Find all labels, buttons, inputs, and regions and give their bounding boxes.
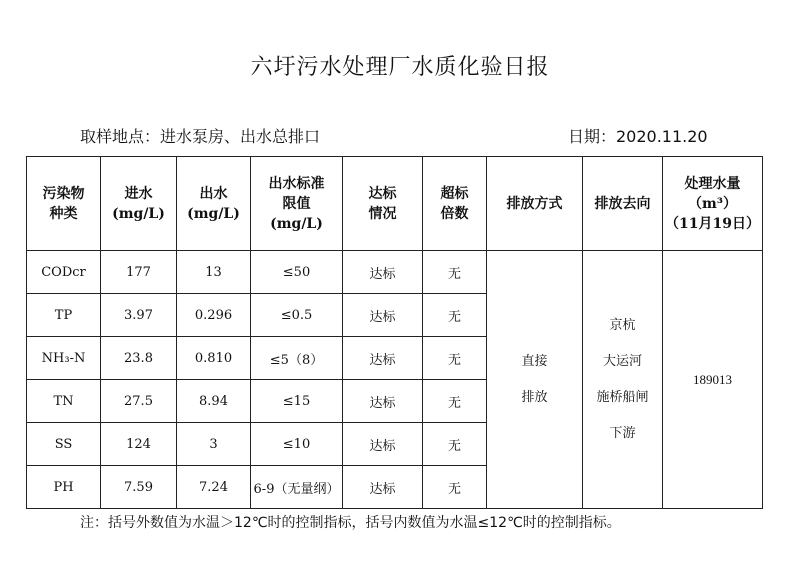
table-row bbox=[27, 251, 763, 294]
compliance-cell: 达标 bbox=[343, 423, 423, 466]
influent-cell: 27.5 bbox=[101, 380, 177, 423]
limit-cell: ≤10 bbox=[251, 423, 343, 466]
header-row bbox=[27, 157, 763, 251]
compliance-cell: 达标 bbox=[343, 294, 423, 337]
header-effluent: 出水 (mg/L) bbox=[177, 157, 251, 251]
pollutant-cell: SS bbox=[27, 423, 101, 466]
water-quality-table bbox=[26, 156, 763, 509]
header-limit: 出水标准 限值 (mg/L) bbox=[251, 157, 343, 251]
compliance-cell: 达标 bbox=[343, 251, 423, 294]
influent-cell: 7.59 bbox=[101, 466, 177, 509]
pollutant-cell: NH₃-N bbox=[27, 337, 101, 380]
header-influent: 进水 (mg/L) bbox=[101, 157, 177, 251]
influent-cell: 124 bbox=[101, 423, 177, 466]
header-volume: 处理水量 （m³） （11月19日） bbox=[663, 157, 763, 251]
pollutant-cell: CODcr bbox=[27, 251, 101, 294]
influent-cell: 177 bbox=[101, 251, 177, 294]
header-compliance: 达标 情况 bbox=[343, 157, 423, 251]
treated-volume-cell: 189013 bbox=[663, 251, 763, 509]
sampling-location: 取样地点：进水泵房、出水总排口 bbox=[80, 127, 321, 146]
compliance-cell: 达标 bbox=[343, 466, 423, 509]
report-title: 六圩污水处理厂水质化验日报 bbox=[250, 55, 550, 80]
limit-cell: ≤5（8） bbox=[251, 337, 343, 380]
influent-cell: 3.97 bbox=[101, 294, 177, 337]
exceed-cell: 无 bbox=[423, 466, 487, 509]
header-pollutant: 污染物 种类 bbox=[27, 157, 101, 251]
limit-cell: ≤50 bbox=[251, 251, 343, 294]
compliance-cell: 达标 bbox=[343, 337, 423, 380]
effluent-cell: 7.24 bbox=[177, 466, 251, 509]
limit-cell: ≤15 bbox=[251, 380, 343, 423]
discharge-destination-cell: 京杭 大运河 施桥船闸 下游 bbox=[583, 251, 663, 509]
effluent-cell: 13 bbox=[177, 251, 251, 294]
effluent-cell: 0.810 bbox=[177, 337, 251, 380]
exceed-cell: 无 bbox=[423, 251, 487, 294]
exceed-cell: 无 bbox=[423, 380, 487, 423]
pollutant-cell: PH bbox=[27, 466, 101, 509]
pollutant-cell: TN bbox=[27, 380, 101, 423]
influent-cell: 23.8 bbox=[101, 337, 177, 380]
discharge-method-cell: 直接 排放 bbox=[487, 251, 583, 509]
report-date: 日期：2020.11.20 bbox=[568, 127, 708, 146]
header-discharge-method: 排放方式 bbox=[487, 157, 583, 251]
exceed-cell: 无 bbox=[423, 294, 487, 337]
exceed-cell: 无 bbox=[423, 423, 487, 466]
exceed-cell: 无 bbox=[423, 337, 487, 380]
footnote: 注：括号外数值为水温＞12℃时的控制指标，括号内数值为水温≤12℃时的控制指标。 bbox=[80, 515, 621, 531]
effluent-cell: 3 bbox=[177, 423, 251, 466]
pollutant-cell: TP bbox=[27, 294, 101, 337]
limit-cell: 6-9（无量纲） bbox=[251, 466, 343, 509]
compliance-cell: 达标 bbox=[343, 380, 423, 423]
effluent-cell: 8.94 bbox=[177, 380, 251, 423]
header-discharge-destination: 排放去向 bbox=[583, 157, 663, 251]
limit-cell: ≤0.5 bbox=[251, 294, 343, 337]
effluent-cell: 0.296 bbox=[177, 294, 251, 337]
header-exceed: 超标 倍数 bbox=[423, 157, 487, 251]
